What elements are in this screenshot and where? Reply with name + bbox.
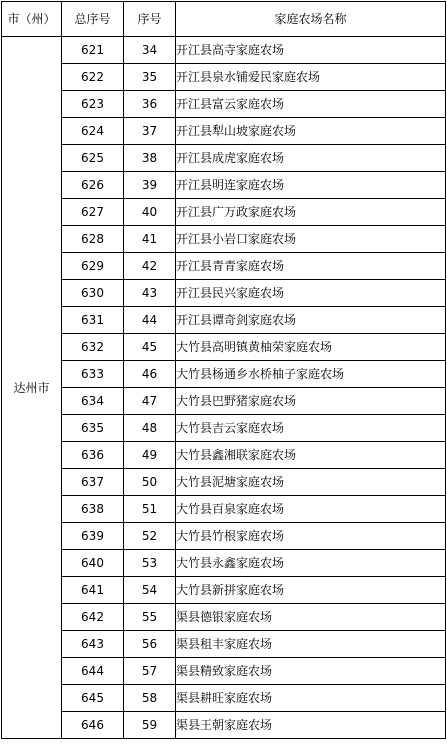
table-row xyxy=(2,388,446,415)
farm-name-cell: 开江县小岩口家庭农场 xyxy=(176,226,446,253)
number-cell: 34 xyxy=(124,37,176,64)
table-row xyxy=(2,604,446,631)
total-number-cell: 626 xyxy=(62,172,124,199)
total-number-cell: 638 xyxy=(62,496,124,523)
total-number-cell: 627 xyxy=(62,199,124,226)
number-cell: 54 xyxy=(124,577,176,604)
table-row xyxy=(2,523,446,550)
farm-name-cell: 渠县耕旺家庭农场 xyxy=(176,685,446,712)
farm-name-cell: 渠县租丰家庭农场 xyxy=(176,631,446,658)
number-cell: 44 xyxy=(124,307,176,334)
table-body xyxy=(2,37,446,739)
farm-name-cell: 大竹县永鑫家庭农场 xyxy=(176,550,446,577)
total-number-cell: 639 xyxy=(62,523,124,550)
farm-name-cell: 开江县民兴家庭农场 xyxy=(176,280,446,307)
number-cell: 47 xyxy=(124,388,176,415)
total-number-cell: 635 xyxy=(62,415,124,442)
number-cell: 39 xyxy=(124,172,176,199)
farm-name-cell: 大竹县竹根家庭农场 xyxy=(176,523,446,550)
table-row xyxy=(2,199,446,226)
number-cell: 51 xyxy=(124,496,176,523)
farm-name-cell: 开江县成虎家庭农场 xyxy=(176,145,446,172)
table-row xyxy=(2,307,446,334)
number-cell: 41 xyxy=(124,226,176,253)
table-row xyxy=(2,118,446,145)
farm-name-cell: 渠县德银家庭农场 xyxy=(176,604,446,631)
total-number-cell: 623 xyxy=(62,91,124,118)
number-cell: 36 xyxy=(124,91,176,118)
total-number-cell: 637 xyxy=(62,469,124,496)
total-number-cell: 642 xyxy=(62,604,124,631)
total-number-cell: 636 xyxy=(62,442,124,469)
total-number-cell: 629 xyxy=(62,253,124,280)
total-number-cell: 644 xyxy=(62,658,124,685)
header-farm-name: 家庭农场名称 xyxy=(176,2,446,37)
total-number-cell: 641 xyxy=(62,577,124,604)
total-number-cell: 628 xyxy=(62,226,124,253)
table-row xyxy=(2,253,446,280)
number-cell: 45 xyxy=(124,334,176,361)
number-cell: 50 xyxy=(124,469,176,496)
farm-name-cell: 开江县明连家庭农场 xyxy=(176,172,446,199)
table-row xyxy=(2,550,446,577)
table-row xyxy=(2,91,446,118)
farm-name-cell: 渠县精致家庭农场 xyxy=(176,658,446,685)
number-cell: 37 xyxy=(124,118,176,145)
number-cell: 59 xyxy=(124,712,176,739)
header-total-number: 总序号 xyxy=(62,2,124,37)
table-row xyxy=(2,64,446,91)
table-row xyxy=(2,496,446,523)
farm-name-cell: 大竹县百泉家庭农场 xyxy=(176,496,446,523)
total-number-cell: 646 xyxy=(62,712,124,739)
number-cell: 53 xyxy=(124,550,176,577)
farm-name-cell: 开江县谭奇剑家庭农场 xyxy=(176,307,446,334)
number-cell: 40 xyxy=(124,199,176,226)
number-cell: 48 xyxy=(124,415,176,442)
number-cell: 57 xyxy=(124,658,176,685)
table-row xyxy=(2,469,446,496)
city-cell: 达州市 xyxy=(2,37,62,739)
number-cell: 56 xyxy=(124,631,176,658)
total-number-cell: 632 xyxy=(62,334,124,361)
total-number-cell: 645 xyxy=(62,685,124,712)
total-number-cell: 621 xyxy=(62,37,124,64)
farm-name-cell: 开江县富云家庭农场 xyxy=(176,91,446,118)
farm-table xyxy=(1,1,446,739)
table-row xyxy=(2,712,446,739)
number-cell: 46 xyxy=(124,361,176,388)
table-row xyxy=(2,631,446,658)
number-cell: 43 xyxy=(124,280,176,307)
table-row xyxy=(2,577,446,604)
farm-name-cell: 大竹县泥塘家庭农场 xyxy=(176,469,446,496)
table-row xyxy=(2,685,446,712)
farm-name-cell: 大竹县高明镇黄柚荣家庭农场 xyxy=(176,334,446,361)
farm-name-cell: 大竹县吉云家庭农场 xyxy=(176,415,446,442)
header-city: 市（州） xyxy=(2,2,62,37)
farm-name-cell: 大竹县新拼家庭农场 xyxy=(176,577,446,604)
table-row xyxy=(2,658,446,685)
farm-name-cell: 渠县王朝家庭农场 xyxy=(176,712,446,739)
farm-name-cell: 大竹县杨通乡水桥柚子家庭农场 xyxy=(176,361,446,388)
table-row xyxy=(2,415,446,442)
table-row xyxy=(2,226,446,253)
farm-name-cell: 大竹县鑫湘联家庭农场 xyxy=(176,442,446,469)
farm-name-cell: 开江县高寺家庭农场 xyxy=(176,37,446,64)
total-number-cell: 624 xyxy=(62,118,124,145)
table-row xyxy=(2,334,446,361)
total-number-cell: 631 xyxy=(62,307,124,334)
number-cell: 35 xyxy=(124,64,176,91)
number-cell: 52 xyxy=(124,523,176,550)
farm-name-cell: 开江县犁山坡家庭农场 xyxy=(176,118,446,145)
header-row xyxy=(2,2,446,37)
number-cell: 49 xyxy=(124,442,176,469)
number-cell: 58 xyxy=(124,685,176,712)
table-row xyxy=(2,145,446,172)
total-number-cell: 640 xyxy=(62,550,124,577)
number-cell: 42 xyxy=(124,253,176,280)
total-number-cell: 634 xyxy=(62,388,124,415)
number-cell: 38 xyxy=(124,145,176,172)
total-number-cell: 625 xyxy=(62,145,124,172)
farm-name-cell: 大竹县巴野猪家庭农场 xyxy=(176,388,446,415)
table-row xyxy=(2,361,446,388)
total-number-cell: 622 xyxy=(62,64,124,91)
table-row xyxy=(2,442,446,469)
farm-name-cell: 开江县青青家庭农场 xyxy=(176,253,446,280)
farm-name-cell: 开江县广万政家庭农场 xyxy=(176,199,446,226)
total-number-cell: 643 xyxy=(62,631,124,658)
table-row xyxy=(2,172,446,199)
farm-name-cell: 开江县泉水铺爱民家庭农场 xyxy=(176,64,446,91)
table-row xyxy=(2,37,446,64)
table-row xyxy=(2,280,446,307)
total-number-cell: 630 xyxy=(62,280,124,307)
header-number: 序号 xyxy=(124,2,176,37)
total-number-cell: 633 xyxy=(62,361,124,388)
number-cell: 55 xyxy=(124,604,176,631)
